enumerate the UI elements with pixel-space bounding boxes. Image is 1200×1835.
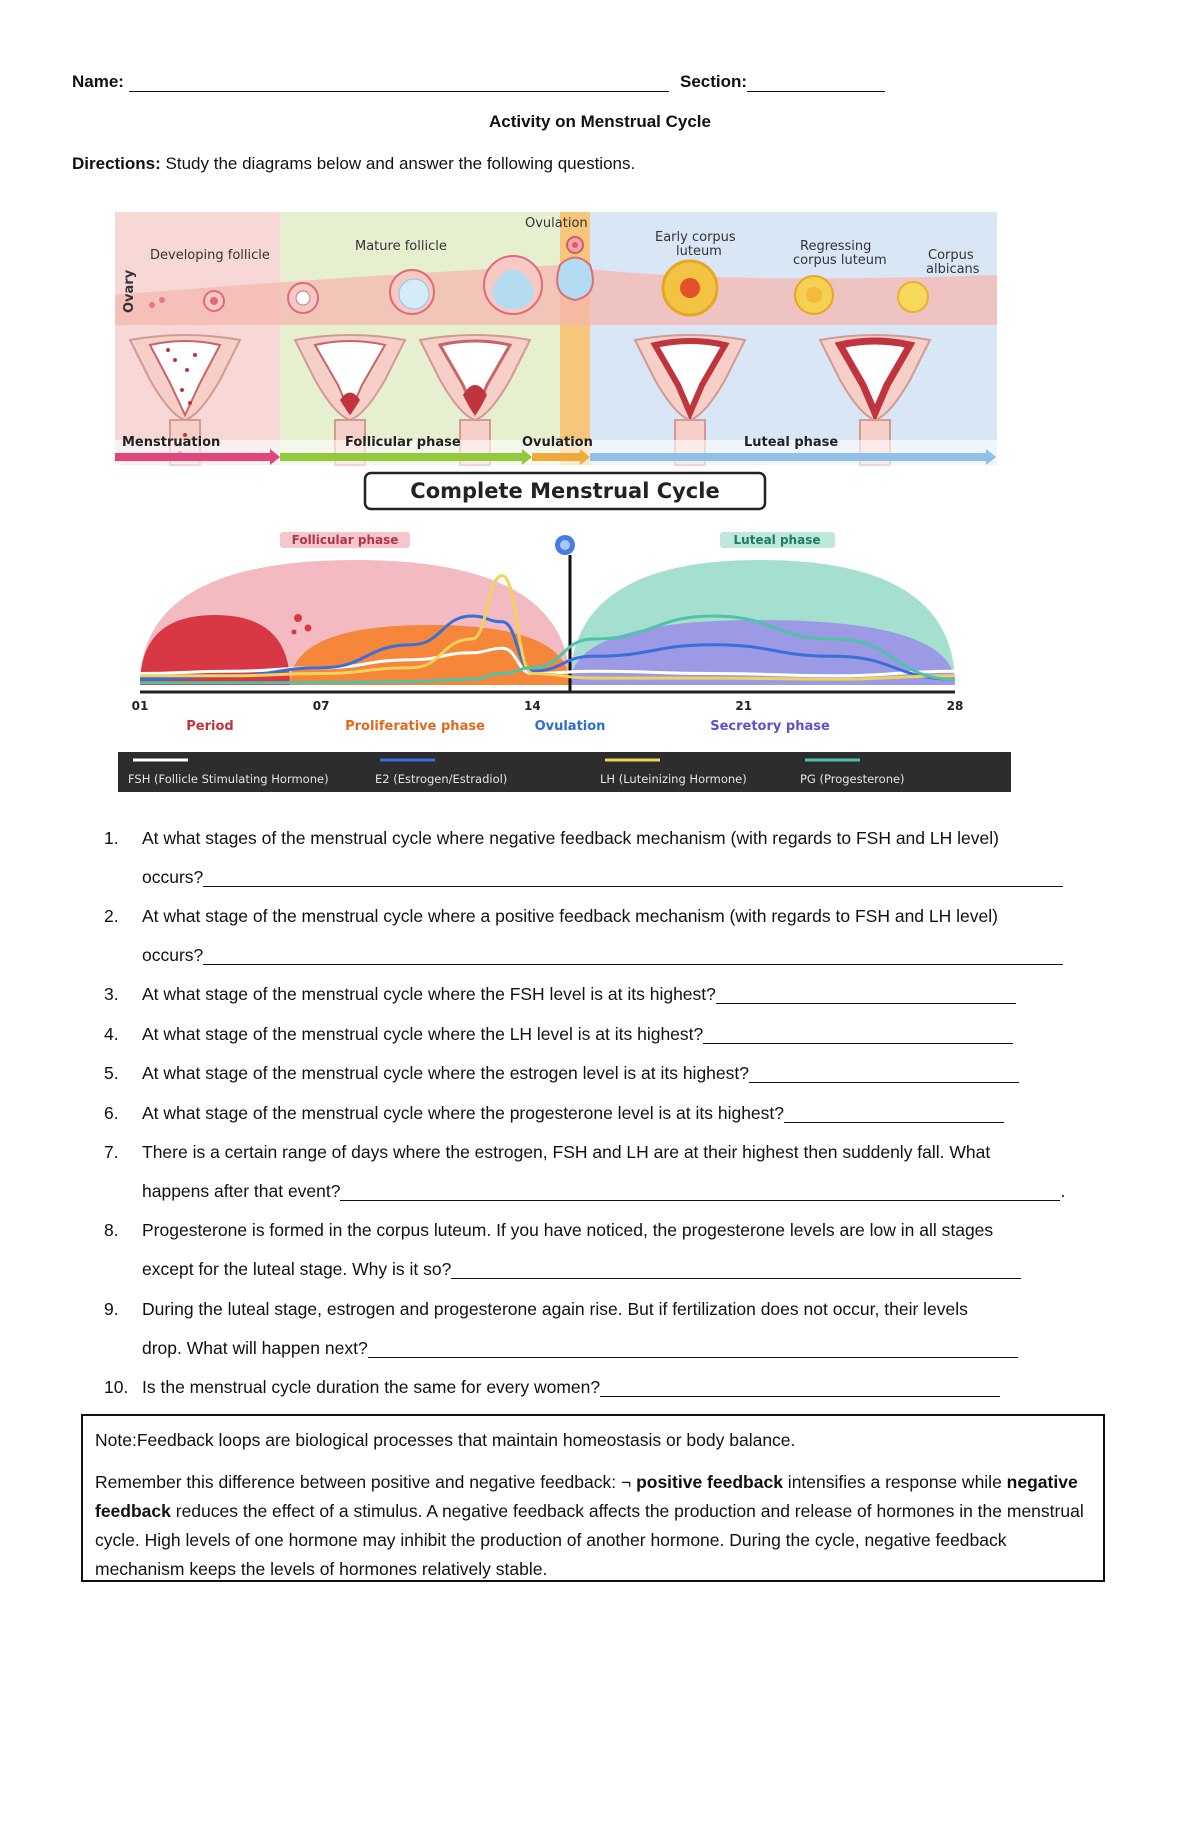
answer-blank[interactable]	[368, 1341, 1018, 1358]
question-number: 4.	[104, 1024, 119, 1044]
luteal-tag: Luteal phase	[733, 533, 821, 547]
note-negative-feedback: negative feedback	[95, 1472, 1078, 1521]
question-text-line2: occurs?	[142, 945, 204, 965]
stage-mature-follicle: Mature follicle	[355, 239, 447, 254]
question-number: 10.	[104, 1377, 129, 1397]
note-p2-e: reduces the effect of a stimulus. A negative feedback affects the production and release of hormones in the menstrual cycle. High levels of one hormone may inhibit the production of another hormone. During the cycle, negative feedback mechanism keeps the levels of hormones relatively stable.	[95, 1501, 1084, 1579]
stage-corpus-luteum: corpus luteum	[793, 253, 887, 268]
answer-blank[interactable]	[716, 987, 1016, 1004]
question-text-line1: At what stages of the menstrual cycle where negative feedback mechanism (with regards to FSH and LH level)	[142, 828, 999, 848]
menstrual-cycle-diagram	[90, 205, 1010, 475]
answer-blank[interactable]	[703, 1027, 1013, 1044]
hormone-chart	[110, 470, 1020, 795]
question-number: 3.	[104, 984, 119, 1004]
question-text-line1: At what stage of the menstrual cycle where a positive feedback mechanism (with regards to FSH and LH level)	[142, 906, 998, 926]
directions-text: Study the diagrams below and answer the following questions.	[165, 154, 636, 173]
answer-blank[interactable]	[600, 1380, 1000, 1397]
question-text	[142, 828, 999, 848]
blood-drop	[294, 614, 302, 622]
question-text	[142, 1142, 990, 1162]
name-label: Name:	[72, 72, 124, 91]
directions	[72, 154, 635, 174]
stage-albicans: albicans	[926, 262, 980, 277]
stage-developing-follicle: Developing follicle	[150, 248, 270, 263]
early-corpus-luteum-core	[680, 278, 700, 298]
question-number: 9.	[104, 1299, 119, 1319]
answer-blank[interactable]	[203, 948, 1063, 965]
question-text-cont	[142, 1259, 1021, 1279]
name-blank[interactable]	[129, 91, 669, 92]
follicular-tag: Follicular phase	[291, 533, 399, 547]
legend-label: E2 (Estrogen/Estradiol)	[375, 772, 508, 786]
legend-label: PG (Progesterone)	[800, 772, 905, 786]
answer-blank[interactable]	[340, 1184, 1060, 1201]
ovary-label: Ovary	[122, 269, 137, 313]
directions-label: Directions:	[72, 154, 161, 173]
answer-blank[interactable]	[784, 1106, 1004, 1123]
stage-ovulation: Ovulation	[525, 216, 588, 231]
note-box	[81, 1414, 1105, 1582]
question-text	[142, 984, 1016, 1004]
question-number: 8.	[104, 1220, 119, 1240]
legend-label: LH (Luteinizing Hormone)	[600, 772, 747, 786]
question-text-cont	[142, 1181, 1065, 1201]
corpus-albicans	[898, 282, 928, 312]
stage-regressing: Regressing	[800, 239, 872, 254]
question-text	[142, 1220, 993, 1240]
blood-drop	[305, 625, 312, 632]
phase-label-proliferative: Proliferative phase	[345, 719, 485, 734]
question-end-punct: .	[1060, 1181, 1066, 1201]
note-p2-c: intensifies a response while	[782, 1472, 1007, 1492]
x-tick-label: 28	[946, 699, 964, 713]
stage-luteum: luteum	[676, 244, 722, 259]
note-p2-a: Remember this difference between positive and negative feedback: ¬	[95, 1472, 637, 1492]
x-tick-label: 21	[735, 699, 753, 713]
stage-early-corpus: Early corpus	[655, 230, 736, 245]
phase-menstruation-label: Menstruation	[122, 435, 221, 450]
phase-label-period: Period	[186, 719, 234, 734]
answer-blank[interactable]	[203, 870, 1063, 887]
note-positive-feedback: positive feedback	[636, 1472, 783, 1492]
question-number: 5.	[104, 1063, 119, 1083]
question-text-line1: At what stage of the menstrual cycle where the FSH level is at its highest?	[142, 984, 716, 1004]
question-text-line1: During the luteal stage, estrogen and progesterone again rise. But if fertilization does not occur, their levels	[142, 1299, 968, 1319]
question-number: 6.	[104, 1103, 119, 1123]
egg-icon-core	[560, 540, 570, 550]
x-tick-label: 01	[131, 699, 149, 713]
question-text-line2: except for the luteal stage. Why is it so?	[142, 1259, 452, 1279]
name-field[interactable]	[72, 72, 669, 92]
question-text-line2: occurs?	[142, 867, 204, 887]
question-text-line1: There is a certain range of days where the estrogen, FSH and LH are at their highest then suddenly fall. What	[142, 1142, 991, 1162]
follicle-small-core	[210, 297, 218, 305]
phase-follicular-label: Follicular phase	[345, 435, 461, 450]
question-text	[142, 1024, 1013, 1044]
follicle-medium-core	[296, 291, 310, 305]
x-tick-label: 14	[524, 699, 541, 713]
x-tick-label: 07	[312, 699, 330, 713]
question-text-line1: At what stage of the menstrual cycle where the progesterone level is at its highest?	[142, 1103, 785, 1123]
question-text-line1: Progesterone is formed in the corpus luteum. If you have noticed, the progesterone levels are low in all stages	[142, 1220, 994, 1240]
question-text	[142, 1377, 1000, 1397]
question-text-line1: At what stage of the menstrual cycle where the estrogen level is at its highest?	[142, 1063, 749, 1083]
question-text-line1: Is the menstrual cycle duration the same for every women?	[142, 1377, 601, 1397]
question-text-cont	[142, 1338, 1018, 1358]
phase-label-ovulation: Ovulation	[534, 719, 606, 734]
question-text	[142, 1063, 1019, 1083]
section-field[interactable]	[680, 72, 885, 92]
blood-drop	[292, 630, 297, 635]
question-number: 1.	[104, 828, 119, 848]
phase-label-secretory: Secretory phase	[710, 719, 830, 734]
section-label: Section:	[680, 72, 748, 91]
phase-luteal-label: Luteal phase	[744, 435, 839, 450]
question-text-line2: happens after that event?	[142, 1181, 341, 1201]
legend-label: FSH (Follicle Stimulating Hormone)	[128, 772, 329, 786]
question-text-cont	[142, 945, 1063, 965]
released-egg-core	[572, 242, 578, 248]
ruptured-follicle	[557, 258, 593, 301]
page-title: Activity on Menstrual Cycle	[488, 112, 711, 131]
answer-blank[interactable]	[749, 1066, 1019, 1083]
follicle-tiny	[159, 297, 165, 303]
question-text	[142, 1103, 1004, 1123]
note-p2	[95, 1468, 1091, 1584]
answer-blank[interactable]	[451, 1262, 1021, 1279]
question-text-line1: At what stage of the menstrual cycle where the LH level is at its highest?	[142, 1024, 704, 1044]
question-text-line2: drop. What will happen next?	[142, 1338, 368, 1358]
regressing-corpus-luteum-core	[806, 287, 822, 303]
question-text	[142, 906, 998, 926]
chart-title: Complete Menstrual Cycle	[410, 479, 720, 503]
note-p1: Note:Feedback loops are biological processes that maintain homeostasis or body balance.	[95, 1430, 796, 1450]
question-number: 2.	[104, 906, 119, 926]
stage-corpus: Corpus	[928, 248, 974, 263]
phase-ovulation-label: Ovulation	[522, 435, 593, 450]
follicle-large-antrum	[399, 279, 429, 309]
section-blank[interactable]	[747, 91, 885, 92]
x-ticks	[132, 699, 964, 713]
question-number: 7.	[104, 1142, 119, 1162]
follicle-tiny	[149, 302, 155, 308]
question-text	[142, 1299, 968, 1319]
question-text-cont	[142, 867, 1063, 887]
